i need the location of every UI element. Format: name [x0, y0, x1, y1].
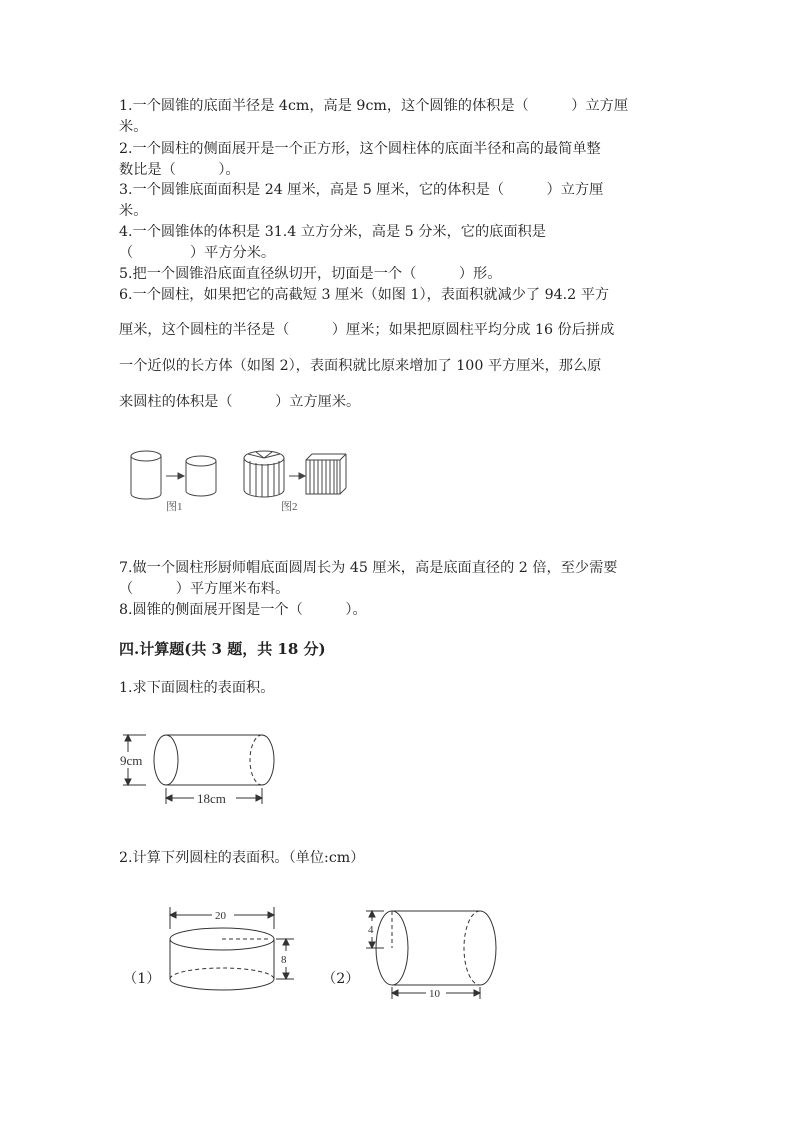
calc-q1-line: 1.求下面圆柱的表面积。: [119, 680, 275, 696]
q7-line2: （ ）平方厘米布料。: [119, 581, 290, 597]
calc-q2-fig1-label: （1）: [123, 971, 161, 987]
calc-q2-line: 2.计算下列圆柱的表面积。（单位:cm）: [119, 850, 365, 866]
calc-q2-fig2-label: （2）: [322, 971, 360, 987]
q6-fig1-caption: 图1: [166, 501, 183, 513]
calc-q2-fig1-width-label: 20: [215, 910, 226, 922]
q6-line3: 一个近似的长方体（如图 2），表面积就比原来增加了 100 平方厘米，那么原: [119, 358, 602, 374]
calc-q2-fig1-height-label: 8: [281, 954, 287, 966]
calc-q1-diameter-label: 9cm: [120, 753, 143, 768]
q1-line1: 1.一个圆锥的底面半径是 4cm，高是 9cm，这个圆锥的体积是（ ）立方厘: [119, 98, 629, 114]
q6-line1: 6.一个圆柱，如果把它的高截短 3 厘米（如图 1），表面积就减少了 94.2 平方: [119, 287, 610, 303]
q4-line1: 4.一个圆锥体的体积是 31.4 立方分米，高是 5 分米，它的底面积是: [119, 224, 546, 240]
q1-line2: 米。: [119, 119, 148, 135]
calc-q2-fig2-length-label: 10: [429, 988, 440, 1000]
q5-line: 5.把一个圆锥沿底面直径纵切开，切面是一个（ ）形。: [119, 266, 502, 282]
q8-line: 8.圆锥的侧面展开图是一个（ ）。: [119, 602, 367, 618]
q4-line2: （ ）平方分米。: [119, 245, 276, 261]
calc-q1-length-label: 18cm: [197, 791, 226, 806]
calc-q2-fig1: [160, 905, 300, 997]
q2-line1: 2.一个圆柱的侧面展开是一个正方形，这个圆柱体的底面半径和高的最简单整: [119, 141, 601, 157]
q6-line2: 厘米，这个圆柱的半径是（ ）厘米；如果把原圆柱平均分成 16 份后拼成: [119, 322, 615, 338]
calc-q2-fig2: [362, 903, 507, 1003]
calc-q1-figure: [118, 728, 288, 810]
q6-line4: 来圆柱的体积是（ ）立方厘米。: [119, 394, 361, 410]
q6-fig2-caption: 图2: [281, 501, 298, 513]
q3-line1: 3.一个圆锥底面面积是 24 厘米，高是 5 厘米，它的体积是（ ）立方厘: [119, 182, 604, 198]
q6-figure: [126, 446, 351, 518]
q7-line1: 7.做一个圆柱形厨师帽底面圆周长为 45 厘米，高是底面直径的 2 倍，至少需要: [119, 560, 618, 576]
q2-line2: 数比是（ ）。: [119, 162, 240, 178]
q3-line2: 米。: [119, 203, 148, 219]
section-4-heading: 四.计算题(共 3 题，共 18 分): [119, 640, 326, 658]
calc-q2-fig2-radius-label: 4: [368, 924, 374, 936]
